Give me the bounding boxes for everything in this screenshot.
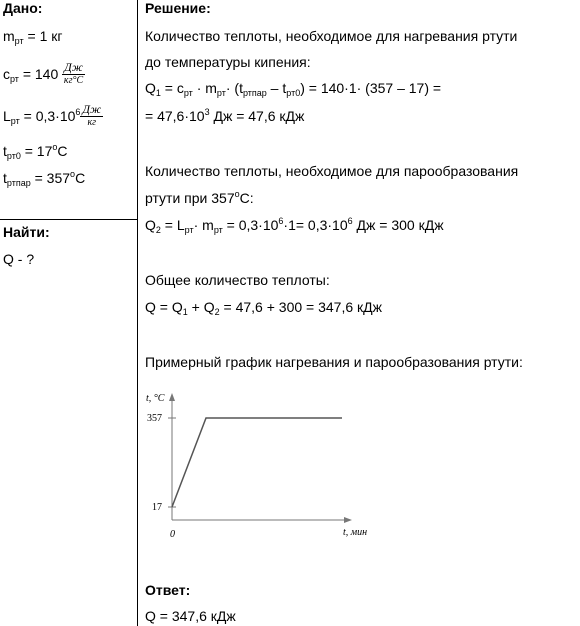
given-divider (0, 219, 137, 220)
given-latent-heat: $L_{рт} = 0,3\cdot 10^6$ $\frac{Дж}{кг}$ (3, 102, 102, 128)
solution-text-3: Количество теплоты, необходимое для парообразования (145, 163, 519, 179)
formula-q1-result: = $47,6\cdot 10^3$ Дж = 47,6 кДж (145, 107, 305, 124)
given-boiling-temp: $t_{ртпар} = 357^oC$ (3, 169, 86, 188)
solution-text-2: до температуры кипения: (145, 54, 311, 70)
given-mass: $m_{рт} = 1$ кг (3, 28, 63, 46)
y-axis-arrow (169, 393, 175, 401)
given-specific-heat: $c_{рт} = 140$ $\frac{Дж}{кг^\circ C}$ (3, 60, 84, 86)
x-axis-arrow (344, 517, 352, 523)
answer-value: Q = 347,6 кДж (145, 608, 236, 624)
ytick-357-label: 357 (147, 413, 162, 424)
find-heading: Найти: (3, 224, 50, 240)
column-divider (137, 0, 138, 626)
formula-q2: $Q_2 = L_{рт}\cdot m_{рт} = 0,3\cdot 10^6\cdot 1= 0,3\cdot 10^6$ Дж = 300 кДж (145, 216, 444, 235)
heating-curve (172, 418, 342, 507)
answer-heading: Ответ: (145, 582, 191, 598)
given-initial-temp: $t_{рт0} = 17^oC$ (3, 142, 68, 161)
solution-text-6: Примерный график нагревания и парообразования ртути: (145, 354, 523, 370)
formula-total: $Q = Q_1 + Q_2 = 47,6 + 300 = 347,6$ кДж (145, 299, 382, 317)
origin-label: 0 (170, 529, 175, 540)
solution-heading: Решение: (145, 0, 211, 16)
given-heading: Дано: (3, 0, 43, 16)
formula-q1: $Q_1 = c_{рт} \cdot m_{рт}\cdot (t_{ртпар} - t_{рт0}) = 140\cdot 1\cdot (357 - 17)$ = (145, 80, 442, 98)
solution-text-1: Количество теплоты, необходимое для нагревания ртути (145, 28, 518, 44)
y-axis-label: t, °C (146, 393, 165, 404)
x-axis-label: t, мин (343, 527, 368, 538)
ytick-17-label: 17 (152, 502, 162, 513)
solution-text-5: Общее количество теплоты: (145, 272, 330, 288)
solution-text-4: ртути при 357$^o$C: (145, 189, 254, 206)
find-item: Q - ? (3, 251, 35, 267)
heating-chart (140, 385, 390, 550)
